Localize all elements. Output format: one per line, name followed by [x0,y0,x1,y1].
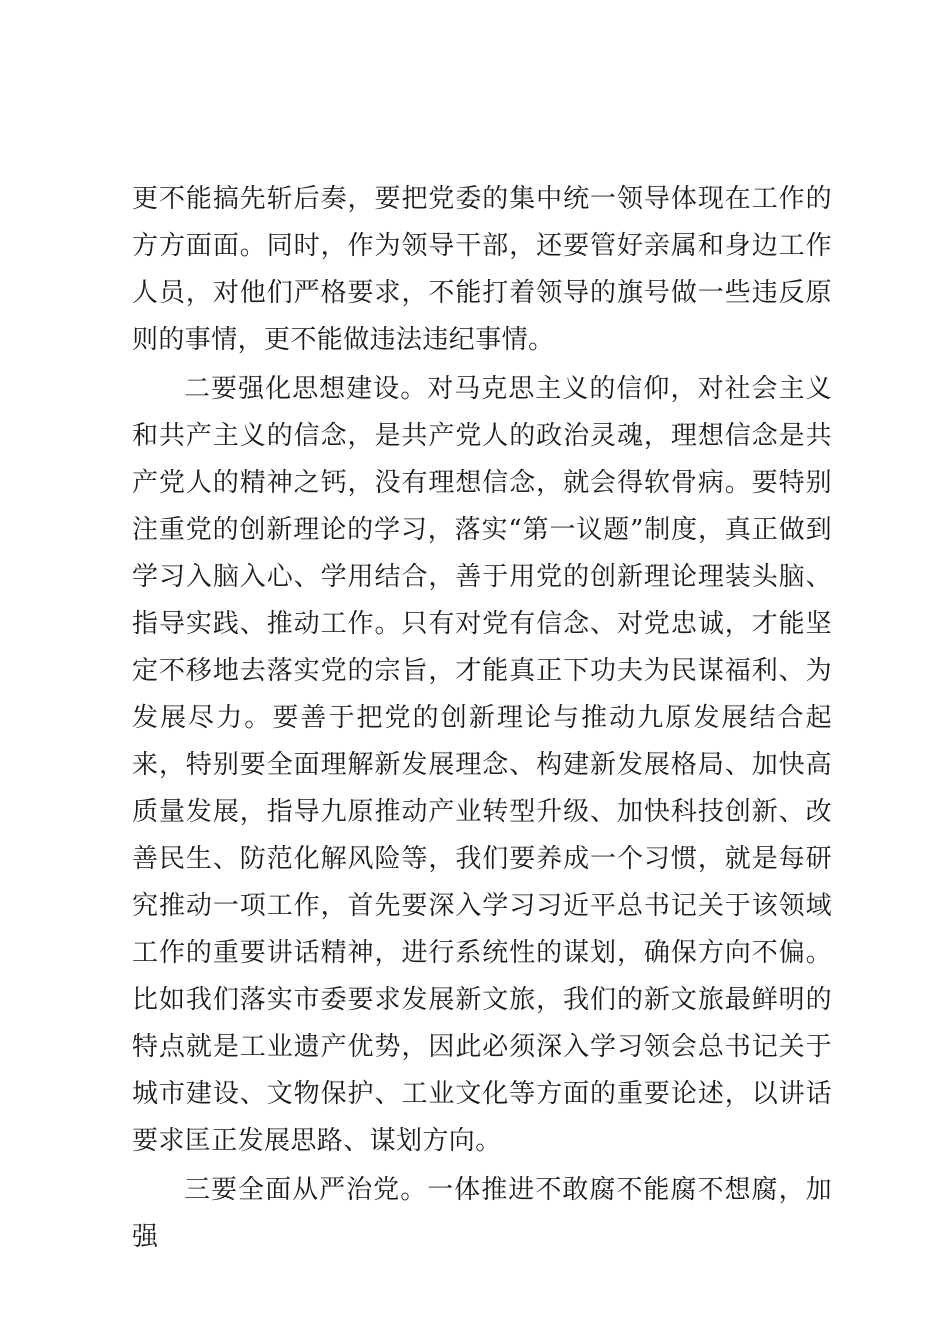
body-text [132,176,832,1261]
paragraph-continuation: 更不能搞先斩后奏，要把党委的集中统一领导体现在工作的方方面面。同时，作为领导干部，还要管好亲属和身边工作人员，对他们严格要求，不能打着领导的旗号做一些违反原则的事情，更不能做违法违纪事情。 [132,184,832,355]
paragraph-strict-party-governance: 三要全面从严治党。一体推进不敢腐不能腐不想腐，加强 [132,1175,832,1252]
paragraph-ideological-building: 二要强化思想建设。对马克思主义的信仰，对社会主义和共产主义的信念，是共产党人的政治灵魂，理想信念是共产党人的精神之钙，没有理想信念，就会得软骨病。要特别注重党的创新理论的学习，落实“第一议题”制度，真正做到学习入脑入心、学用结合，善于用党的创新理论理装头脑、指导实践、推动工作。只有对党有信念、对党忠诚，才能坚定不移地去落实党的宗旨，才能真正下功夫为民谋福利、为发展尽力。要善于把党的创新理论与推动九原发展结合起来，特别要全面理解新发展理念、构建新发展格局、加快高质量发展，指导九原推动产业转型升级、加快科技创新、改善民生、防范化解风险等，我们要养成一个习惯，就是每研究推动一项工作，首先要深入学习习近平总书记关于该领域工作的重要讲话精神，进行系统性的谋划，确保方向不偏。比如我们落实市委要求发展新文旅，我们的新文旅最鲜明的特点就是工业遗产优势，因此必须深入学习领会总书记关于城市建设、文物保护、工业文化等方面的重要论述，以讲话要求匡正发展思路、谋划方向。 [132,374,832,1156]
